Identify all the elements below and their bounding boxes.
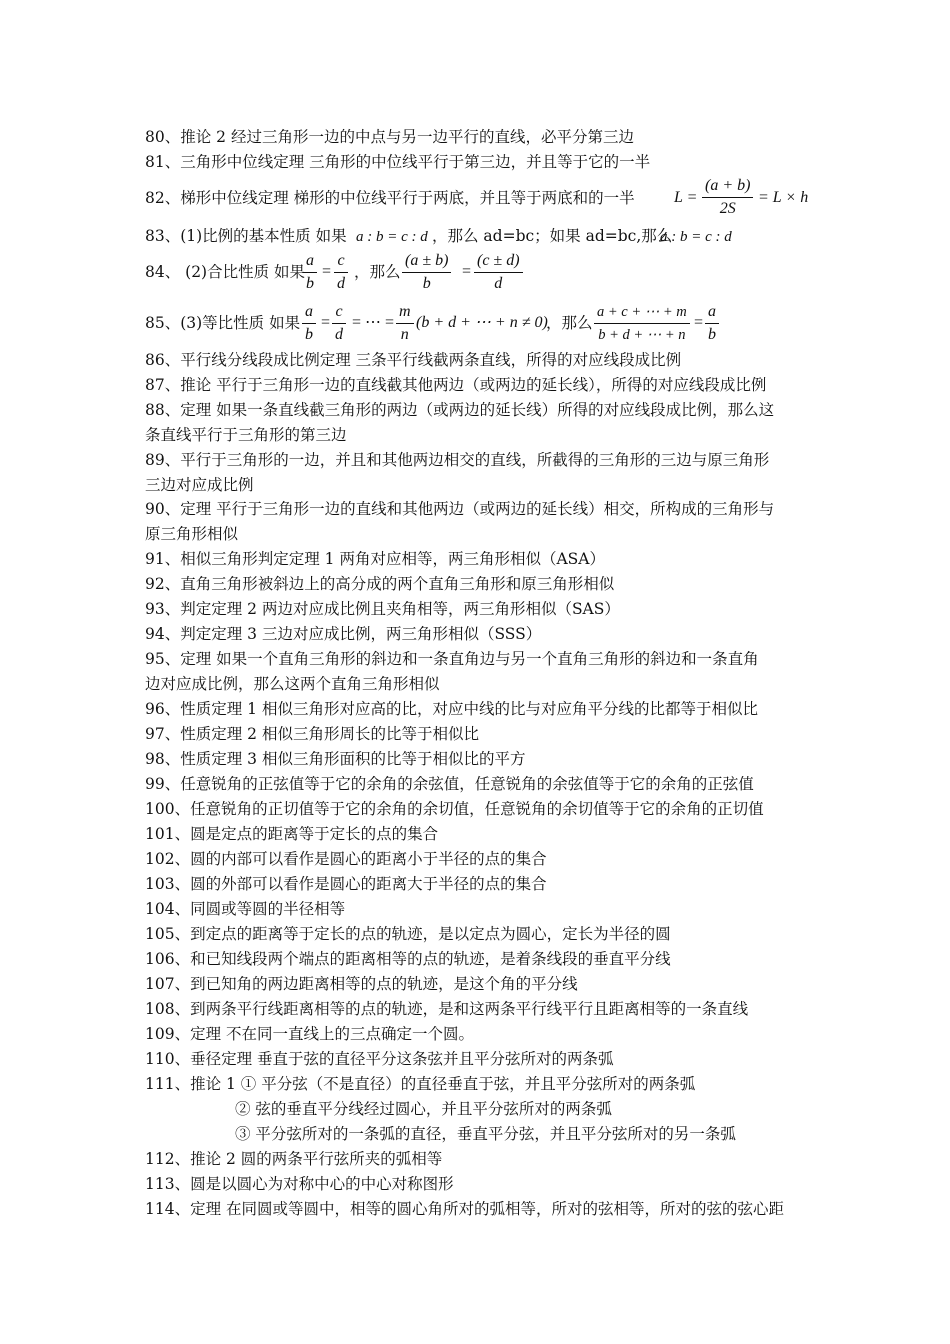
formula-84-frac-2 [334, 252, 348, 293]
numerator: a + c + ⋯ + m [594, 303, 690, 324]
formula-82-denominator: 2S [719, 200, 736, 217]
theorem-105: 105、到定点的距离等于定长的点的轨迹，是以定点为圆心，定长为半径的圆 [145, 925, 671, 943]
denominator: b + d + ⋯ + n [598, 327, 686, 343]
theorem-81: 81、三角形中位线定理 三角形的中位线平行于第三边，并且等于它的一半 [145, 153, 651, 171]
theorem-95-cont: 边对应成比例，那么这两个直角三角形相似 [145, 675, 440, 693]
numerator: (a ± b) [402, 252, 451, 273]
theorem-89-cont: 三边对应成比例 [145, 476, 254, 494]
theorem-90: 90、定理 平行于三角形一边的直线和其他两边（或两边的延长线）相交，所构成的三角形与 [145, 500, 775, 518]
formula-83-proportion-2: a : b = c : d [660, 229, 732, 245]
formula-85-condition: (b + d + ⋯ + n ≠ 0) [416, 314, 548, 331]
theorem-112: 112、推论 2 圆的两条平行弦所夹的弧相等 [145, 1150, 443, 1168]
formula-83-proportion: a : b = c : d [356, 229, 428, 245]
denominator: b [305, 326, 313, 343]
theorem-87: 87、推论 平行于三角形一边的直线截其他两边（或两边的延长线），所得的对应线段成比例 [145, 376, 767, 394]
theorem-104: 104、同圆或等圆的半径相等 [145, 900, 346, 918]
theorem-84-start: 84、 (2)合比性质 如果 [145, 263, 306, 281]
theorem-82: 82、梯形中位线定理 梯形的中位线平行于两底，并且等于两底和的一半 [145, 189, 635, 207]
formula-82-numerator: (a + b) [702, 177, 753, 198]
denominator: b [708, 326, 716, 343]
equals-sign: = [462, 263, 472, 280]
denominator: b [306, 275, 314, 292]
numerator: (c ± d) [474, 252, 523, 273]
theorem-114: 114、定理 在同圆或等圆中，相等的圆心角所对的弧相等，所对的弦相等，所对的弦的弦心距 [145, 1200, 785, 1218]
equals-sign: = [694, 314, 704, 331]
theorem-92: 92、直角三角形被斜边上的高分成的两个直角三角形和原三角形相似 [145, 575, 615, 593]
numerator: m [396, 303, 414, 324]
theorem-96: 96、性质定理 1 相似三角形对应高的比，对应中线的比与对应角平分线的比都等于相似比 [145, 700, 758, 718]
theorem-111-item-2: ② 弦的垂直平分线经过圆心，并且平分弦所对的两条弧 [235, 1100, 612, 1118]
denominator: d [494, 275, 503, 292]
denominator: d [335, 326, 343, 343]
theorem-88: 88、定理 如果一条直线截三角形的两边（或两边的延长线）所得的对应线段成比例，那么这 [145, 401, 775, 419]
theorem-97: 97、性质定理 2 相似三角形周长的比等于相似比 [145, 725, 479, 743]
numerator: a [302, 303, 316, 324]
theorem-113: 113、圆是以圆心为对称中心的中心对称图形 [145, 1175, 454, 1193]
equals-sign: = [321, 314, 331, 331]
theorem-86: 86、平行线分线段成比例定理 三条平行线截两条直线，所得的对应线段成比例 [145, 351, 682, 369]
theorem-103: 103、圆的外部可以看作是圆心的距离大于半径的点的集合 [145, 875, 547, 893]
theorem-83-start: 83、(1)比例的基本性质 如果 [145, 227, 347, 245]
theorem-85-start: 85、(3)等比性质 如果 [145, 314, 301, 332]
numerator: a [705, 303, 719, 324]
denominator: d [337, 275, 345, 292]
theorem-107: 107、到已知角的两边距离相等的点的轨迹，是这个角的平分线 [145, 975, 578, 993]
theorem-109: 109、定理 不在同一直线上的三点确定一个圆。 [145, 1025, 475, 1043]
theorem-108: 108、到两条平行线距离相等的点的轨迹，是和这两条平行线平行且距离相等的一条直线 [145, 1000, 749, 1018]
formula-85-frac-4 [594, 303, 690, 344]
theorem-101: 101、圆是定点的距离等于定长的点的集合 [145, 825, 439, 843]
denominator: n [400, 326, 409, 343]
numerator: c [334, 252, 347, 273]
theorem-85-middle: ，那么 [546, 314, 593, 332]
theorem-94: 94、判定定理 3 三边对应成比例，两三角形相似（SSS） [145, 625, 542, 643]
theorem-100: 100、任意锐角的正切值等于它的余角的余切值，任意锐角的余切值等于它的余角的正切值 [145, 800, 764, 818]
theorem-95: 95、定理 如果一个直角三角形的斜边和一条直角边与另一个直角三角形的斜边和一条直角 [145, 650, 759, 668]
theorem-111-item-3: ③ 平分弦所对的一条弧的直径，垂直平分弦，并且平分弦所对的另一条弧 [235, 1125, 736, 1143]
numerator: c [332, 303, 345, 324]
formula-85-frac-5 [705, 303, 719, 344]
theorem-91: 91、相似三角形判定定理 1 两角对应相等，两三角形相似（ASA） [145, 550, 605, 568]
formula-85-frac-2 [332, 303, 346, 344]
theorem-98: 98、性质定理 3 相似三角形面积的比等于相似比的平方 [145, 750, 526, 768]
theorem-88-cont: 条直线平行于三角形的第三边 [145, 426, 347, 444]
formula-85-frac-3 [396, 303, 414, 344]
theorem-99: 99、任意锐角的正弦值等于它的余角的余弦值，任意锐角的余弦值等于它的余角的正弦值 [145, 775, 754, 793]
theorem-80: 80、推论 2 经过三角形一边的中点与另一边平行的直线，必平分第三边 [145, 128, 634, 146]
formula-82-rhs: = L × h [758, 189, 809, 206]
theorem-93: 93、判定定理 2 两边对应成比例且夹角相等，两三角形相似（SAS） [145, 600, 620, 618]
theorem-110: 110、垂径定理 垂直于弦的直径平分这条弦并且平分弦所对的两条弧 [145, 1050, 614, 1068]
formula-82-fraction [702, 177, 753, 218]
theorem-90-cont: 原三角形相似 [145, 525, 239, 543]
formula-85-frac-1 [302, 303, 316, 344]
theorem-84-middle: ，那么 [354, 263, 401, 281]
ellipsis-equals: = ⋯ = [352, 314, 395, 331]
formula-84-frac-1 [303, 252, 317, 293]
theorem-102: 102、圆的内部可以看作是圆心的距离小于半径的点的集合 [145, 850, 547, 868]
theorem-106: 106、和已知线段两个端点的距离相等的点的轨迹，是着条线段的垂直平分线 [145, 950, 671, 968]
formula-82-lhs: L = [674, 189, 698, 206]
theorem-83-middle: ，那么 ad=bc；如果 ad=bc,那么 [432, 227, 673, 245]
theorem-89: 89、平行于三角形的一边，并且和其他两边相交的直线，所截得的三角形的三边与原三角形 [145, 451, 770, 469]
numerator: a [303, 252, 317, 273]
denominator: b [422, 275, 431, 292]
formula-84-frac-4 [474, 252, 523, 293]
theorem-111: 111、推论 1 ① 平分弦（不是直径）的直径垂直于弦，并且平分弦所对的两条弧 [145, 1075, 696, 1093]
equals-sign: = [322, 263, 332, 280]
formula-84-frac-3 [402, 252, 451, 293]
